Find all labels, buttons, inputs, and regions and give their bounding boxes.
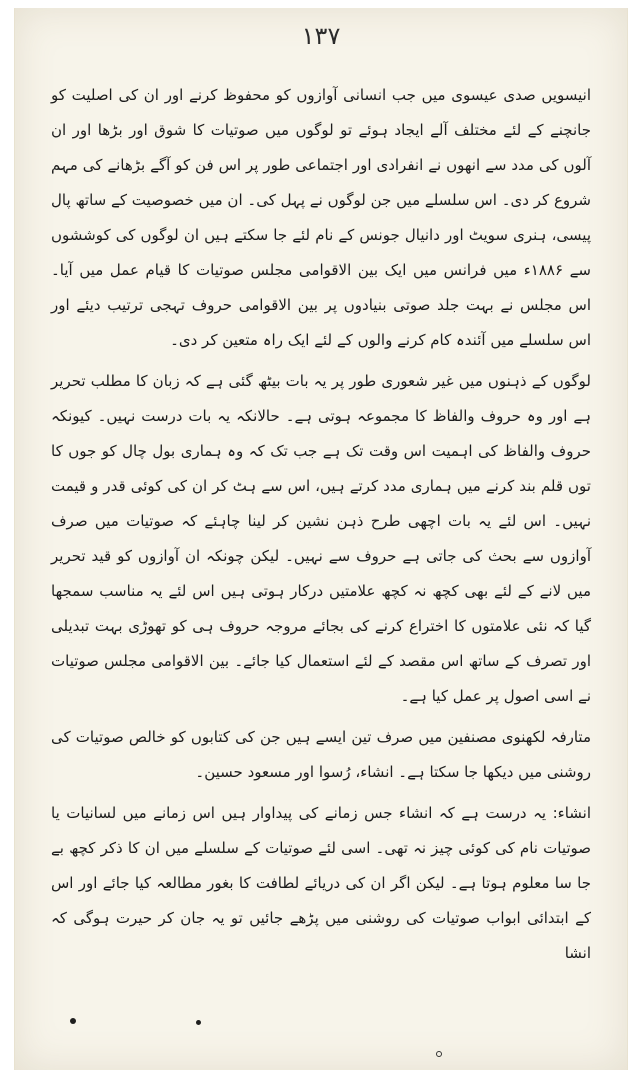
paragraph-3: متارفہ لکھنوی مصنفین میں صرف تین ایسے ہیں جن کی کتابوں کو خالص صوتیات کی روشنی میں دیکھا جا سکتا ہے۔ انشاء، رُسوا اور مسعود حسین۔ <box>51 728 591 781</box>
paragraph-4: انشاء: یہ درست ہے کہ انشاء جس زمانے کی پیداوار ہیں اس زمانے میں لسانیات یا صوتیات نام کی کوئی چیز نہ تھی۔ اسی لئے صوتیات کے سلسلے میں ان کا ذکر کچھ بے جا سا معلوم ہوتا ہے۔ لیکن اگر ان کی دریائے لطافت کا بغور مطالعہ کیا جائے اور اس کے ابتدائی ابواب صوتیات کی روشنی میں پڑھے جائیں تو یہ جان کر حیرت ہوگی کہ انشا <box>51 804 591 962</box>
ink-ring-mark <box>436 1051 442 1057</box>
body-text <box>51 78 591 971</box>
ink-spot <box>196 1020 201 1025</box>
paragraph-1: انیسویں صدی عیسوی میں جب انسانی آوازوں کو محفوظ کرنے اور ان کی اصلیت کو جانچنے کے لئے مختلف آلے ایجاد ہوئے تو لوگوں میں صوتیات کا شوق اور بڑھا اور ان آلوں کی مدد سے انھوں نے انفرادی اور اجتماعی طور پر اس فن کو آگے بڑھانے کی مہم شروع کر دی۔ اس سلسلے میں جن لوگوں نے پہل کی۔ ان میں خصوصیت کے ساتھ پال پیسی، ہنری سویٹ اور دانیال جونس کے نام لئے جا سکتے ہیں ان لوگوں کی کوششوں سے ۱۸۸۶ء میں فرانس میں ایک بین الاقوامی مجلس صوتیات کا قیام عمل میں آیا۔ اس مجلس نے بہت جلد صوتی بنیادوں پر بین الاقوامی حروف تہجی ترتیب دیئے اور اس سلسلے میں آئندہ کام کرنے والوں کے لئے ایک راہ متعین کر دی۔ <box>51 86 591 349</box>
book-page <box>14 8 628 1070</box>
paragraph-2: لوگوں کے ذہنوں میں غیر شعوری طور پر یہ بات بیٹھ گئی ہے کہ زبان کا مطلب تحریر ہے اور وہ حروف والفاظ کا مجموعہ ہوتی ہے۔ حالانکہ یہ بات درست نہیں۔ کیونکہ حروف والفاظ کی اہمیت اس وقت تک ہے جب تک کہ وہ ہماری بول چال کو جوں کا توں قلم بند کرنے میں ہماری مدد کرتے ہیں، اس سے ہٹ کر ان کی کوئی قدر و قیمت نہیں۔ اس لئے یہ بات اچھی طرح ذہن نشین کر لینا چاہئے کہ صوتیات میں صرف آوازوں سے بحث کی جاتی ہے حروف سے نہیں۔ لیکن چونکہ ان آوازوں کو قید تحریر میں لانے کے لئے بھی کچھ نہ کچھ علامتیں درکار ہوتی ہیں اس لئے یہ مناسب سمجھا گیا کہ نئی علامتوں کا اختراع کرنے کی بجائے مروجہ حروف ہی کو تھوڑی بہت تبدیلی اور تصرف کے ساتھ اس مقصد کے لئے استعمال کیا جائے۔ بین الاقوامی مجلس صوتیات نے اسی اصول پر عمل کیا ہے۔ <box>51 372 591 705</box>
ink-spot <box>70 1018 76 1024</box>
page-number: ۱۳۷ <box>301 22 341 50</box>
